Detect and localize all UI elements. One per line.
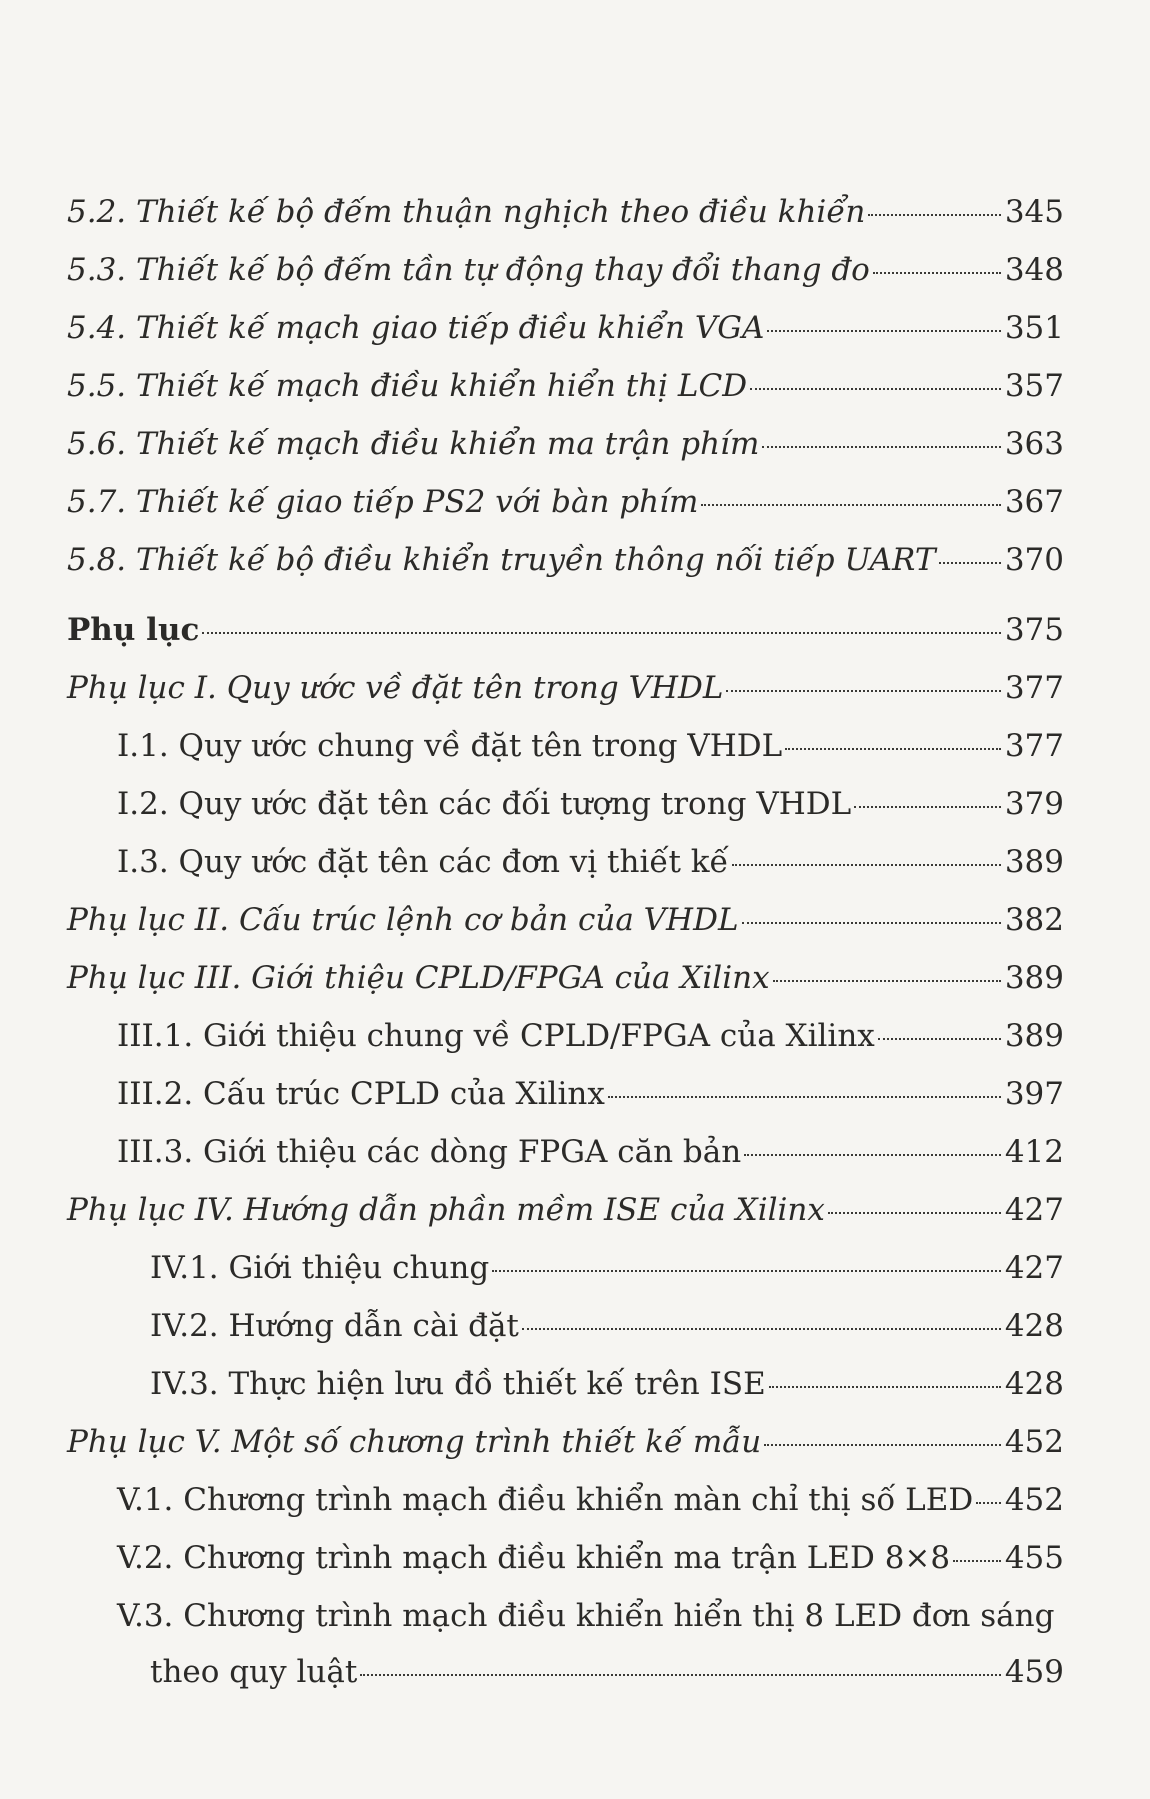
leader-dots bbox=[732, 864, 1001, 866]
toc-entry-title: I.1. Quy ước chung về đặt tên trong VHDL bbox=[117, 728, 783, 764]
toc-subentry bbox=[117, 1074, 1064, 1114]
toc-entry-title: V.3. Chương trình mạch điều khiển hiển thị 8 LED đơn sáng bbox=[117, 1598, 1055, 1634]
toc-entry bbox=[67, 366, 1064, 406]
toc-section-heading bbox=[67, 610, 1064, 650]
leader-dots bbox=[202, 632, 1000, 634]
toc-page-number: 375 bbox=[1004, 612, 1064, 648]
toc-page-number: 367 bbox=[1004, 484, 1064, 520]
toc-entry bbox=[67, 250, 1064, 290]
toc-entry bbox=[67, 308, 1064, 348]
toc-page-number: 379 bbox=[1004, 786, 1064, 822]
toc-page-number: 377 bbox=[1004, 728, 1064, 764]
toc-page-number: 428 bbox=[1004, 1308, 1064, 1344]
toc-page-number: 412 bbox=[1004, 1134, 1064, 1170]
toc-entry bbox=[67, 424, 1064, 464]
leader-dots bbox=[854, 806, 1001, 808]
toc-entry-title: 5.3. Thiết kế bộ đếm tần tự động thay đổi thang đo bbox=[67, 252, 870, 288]
leader-dots bbox=[701, 504, 1000, 506]
toc-page-number: 427 bbox=[1004, 1250, 1064, 1286]
toc-subentry bbox=[150, 1306, 1064, 1346]
toc-page-number: 455 bbox=[1004, 1540, 1064, 1576]
toc-entry bbox=[67, 540, 1064, 580]
leader-dots bbox=[769, 1386, 1001, 1388]
toc-subentry bbox=[117, 1132, 1064, 1172]
toc-page-number: 389 bbox=[1004, 1018, 1064, 1054]
toc-entry bbox=[67, 482, 1064, 522]
leader-dots bbox=[764, 1444, 1001, 1446]
toc-entry-title: Phụ lục bbox=[67, 612, 200, 648]
toc-entry-title: 5.7. Thiết kế giao tiếp PS2 với bàn phím bbox=[67, 484, 699, 520]
leader-dots bbox=[750, 388, 1001, 390]
toc-entry bbox=[67, 900, 1064, 940]
toc-entry bbox=[67, 958, 1064, 998]
leader-dots bbox=[878, 1038, 1001, 1040]
leader-dots bbox=[744, 1154, 1001, 1156]
leader-dots bbox=[873, 272, 1001, 274]
toc-page-number: 452 bbox=[1004, 1482, 1064, 1518]
toc-subentry bbox=[117, 1596, 1064, 1692]
toc-subentry bbox=[150, 1248, 1064, 1288]
toc-entry bbox=[67, 668, 1064, 708]
leader-dots bbox=[976, 1502, 1001, 1504]
toc-entry-title: Phụ lục II. Cấu trúc lệnh cơ bản của VHDL bbox=[67, 902, 739, 938]
leader-dots bbox=[762, 446, 1000, 448]
leader-dots bbox=[492, 1270, 1001, 1272]
leader-dots bbox=[360, 1674, 1001, 1676]
leader-dots bbox=[953, 1560, 1001, 1562]
toc-page-number: 345 bbox=[1004, 194, 1064, 230]
toc-entry-title: IV.3. Thực hiện lưu đồ thiết kế trên ISE bbox=[150, 1366, 766, 1402]
toc-page-number: 348 bbox=[1004, 252, 1064, 288]
toc-entry-title: I.2. Quy ước đặt tên các đối tượng trong VHDL bbox=[117, 786, 852, 822]
toc-page-number: 459 bbox=[1004, 1654, 1064, 1690]
toc-subentry bbox=[117, 784, 1064, 824]
toc-entry-title: 5.6. Thiết kế mạch điều khiển ma trận phím bbox=[67, 426, 760, 462]
toc-subentry bbox=[117, 726, 1064, 766]
toc-page-number: 427 bbox=[1004, 1192, 1064, 1228]
leader-dots bbox=[608, 1096, 1001, 1098]
toc-entry-title: 5.5. Thiết kế mạch điều khiển hiển thị LCD bbox=[67, 368, 748, 404]
toc-subentry bbox=[150, 1364, 1064, 1404]
leader-dots bbox=[767, 330, 1000, 332]
toc-subentry bbox=[117, 842, 1064, 882]
toc-entry-title: III.3. Giới thiệu các dòng FPGA căn bản bbox=[117, 1134, 742, 1170]
leader-dots bbox=[726, 690, 1000, 692]
leader-dots bbox=[868, 214, 1000, 216]
toc-page-number: 389 bbox=[1004, 844, 1064, 880]
leader-dots bbox=[522, 1328, 1001, 1330]
toc-page-number: 382 bbox=[1004, 902, 1064, 938]
toc-page-number: 370 bbox=[1004, 542, 1064, 578]
toc-subentry bbox=[117, 1016, 1064, 1056]
toc-entry-title: III.1. Giới thiệu chung về CPLD/FPGA của Xilinx bbox=[117, 1018, 875, 1054]
toc-entry-title: 5.2. Thiết kế bộ đếm thuận nghịch theo điều khiển bbox=[67, 194, 866, 230]
toc-entry-title: Phụ lục V. Một số chương trình thiết kế mẫu bbox=[67, 1424, 762, 1460]
toc-subentry bbox=[117, 1480, 1064, 1520]
toc-entry-title: Phụ lục I. Quy ước về đặt tên trong VHDL bbox=[67, 670, 724, 706]
toc-entry-title: I.3. Quy ước đặt tên các đơn vị thiết kế bbox=[117, 844, 729, 880]
toc-entry-title: 5.8. Thiết kế bộ điều khiển truyền thông nối tiếp UART bbox=[67, 542, 936, 578]
toc-entry-title-continuation: theo quy luật bbox=[150, 1654, 358, 1690]
toc-entry-title: IV.2. Hướng dẫn cài đặt bbox=[150, 1308, 519, 1344]
leader-dots bbox=[828, 1212, 1001, 1214]
toc-entry-title: V.2. Chương trình mạch điều khiển ma trận LED 8×8 bbox=[117, 1540, 951, 1576]
toc-entry bbox=[67, 1190, 1064, 1230]
toc-page-number: 363 bbox=[1004, 426, 1064, 462]
toc-page-number: 357 bbox=[1004, 368, 1064, 404]
toc-entry-title: V.1. Chương trình mạch điều khiển màn chỉ thị số LED bbox=[117, 1482, 974, 1518]
toc-entry bbox=[67, 192, 1064, 232]
toc-page-number: 351 bbox=[1004, 310, 1064, 346]
toc-entry bbox=[67, 1422, 1064, 1462]
toc-entry-title: Phụ lục III. Giới thiệu CPLD/FPGA của Xilinx bbox=[67, 960, 770, 996]
toc-entry-title: IV.1. Giới thiệu chung bbox=[150, 1250, 490, 1286]
leader-dots bbox=[785, 748, 1001, 750]
toc-page-number: 452 bbox=[1004, 1424, 1064, 1460]
toc-page-number: 377 bbox=[1004, 670, 1064, 706]
leader-dots bbox=[939, 562, 1001, 564]
toc-page-number: 397 bbox=[1004, 1076, 1064, 1112]
toc-entry-title: Phụ lục IV. Hướng dẫn phần mềm ISE của Xilinx bbox=[67, 1192, 825, 1228]
toc-page-number: 428 bbox=[1004, 1366, 1064, 1402]
leader-dots bbox=[742, 922, 1001, 924]
toc-subentry bbox=[117, 1538, 1064, 1578]
leader-dots bbox=[773, 980, 1001, 982]
toc-entry-title: III.2. Cấu trúc CPLD của Xilinx bbox=[117, 1076, 605, 1112]
toc-entry-title: 5.4. Thiết kế mạch giao tiếp điều khiển VGA bbox=[67, 310, 765, 346]
toc-page-number: 389 bbox=[1004, 960, 1064, 996]
